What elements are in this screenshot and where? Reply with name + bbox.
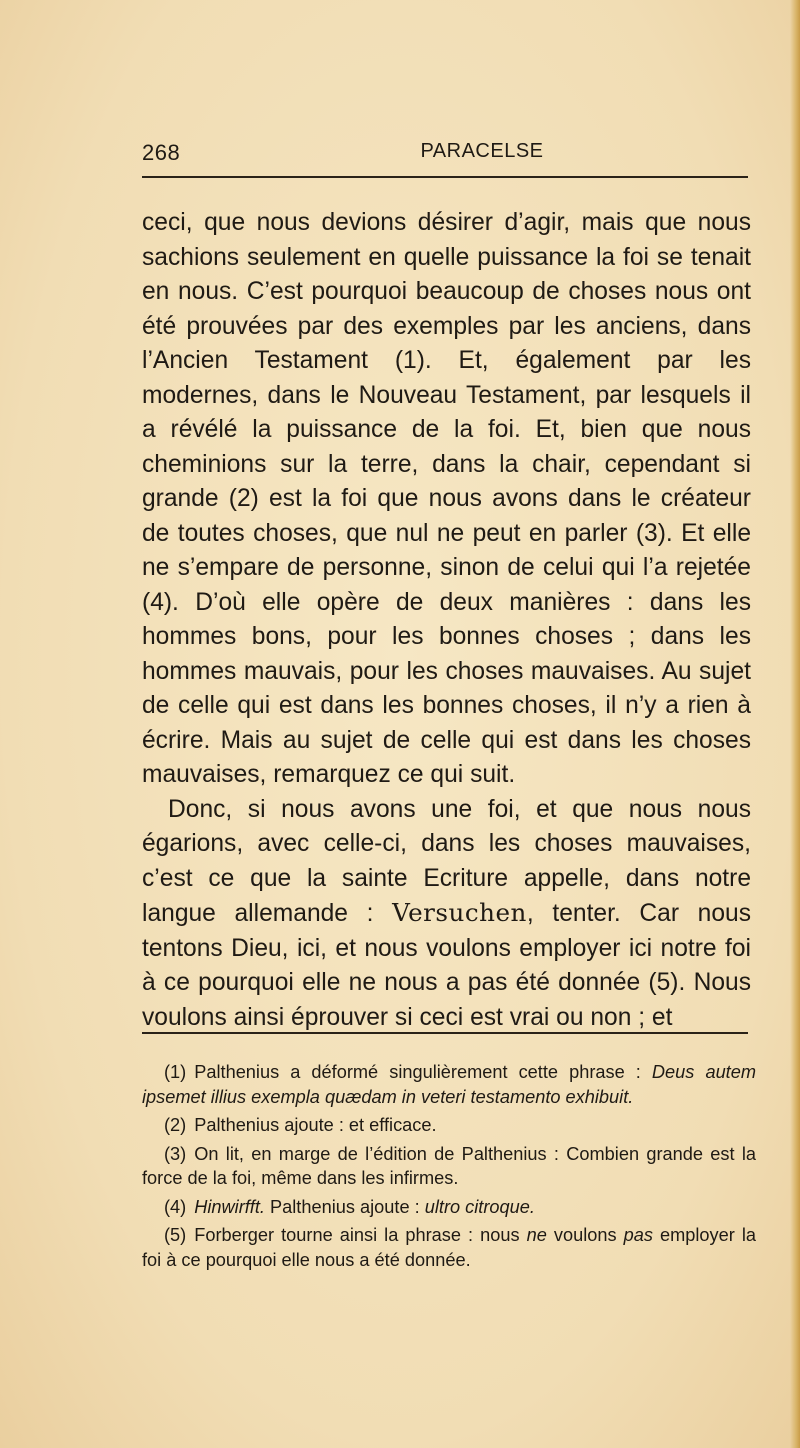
footnote-text-2: voulons	[546, 1225, 624, 1245]
footnote-text: Palthenius a déformé singulièrement cette phrase :	[194, 1062, 652, 1082]
footnotes	[142, 1060, 756, 1276]
body-text	[142, 206, 751, 1035]
paragraph-1: ceci, que nous devions désirer d’agir, mais que nous sachions seulement en quelle puissance la foi se tenait en nous. C’est pourquoi beaucoup de choses nous ont été prouvées par des exemples par les anciens, dans l’Ancien Testament (1). Et, également par les modernes, dans le Nouveau Testament, par lesquels il a révélé la puissance de la foi. Et, bien que nous cheminions sur la terre, dans la chair, cependant si grande (2) est la foi que nous avons dans le créateur de toutes choses, que nul ne peut en parler (3). Et elle ne s’empare de personne, sinon de celui qui l’a rejetée (4). D’où elle opère de deux manières : dans les hommes bons, pour les bonnes choses ; dans les hommes mauvais, pour les choses mauvaises. Au sujet de celle qui est dans les bonnes choses, il n’y a rien à écrire. Mais au sujet de celle qui est dans les choses mauvaises, remarquez ce qui suit.	[142, 209, 751, 788]
german-word: Versuchen	[392, 898, 527, 927]
page-header	[142, 140, 748, 174]
footnote-1	[142, 1060, 756, 1109]
paragraph-2-part-b: , tenter. Car nous tentons Dieu, ici, et nous voulons employer ici notre foi à ce pourquoi elle ne nous a pas été donnée (5). Nous voulons ainsi éprouver si ceci est vrai ou non ; et	[142, 900, 751, 1031]
footnote-number: (5)	[164, 1225, 187, 1245]
paragraph-2	[142, 793, 751, 1036]
footnote-number: (1)	[164, 1062, 187, 1082]
footnote-italic: Deus autem ipsemet illius exempla quædam in veteri testamento exhibuit.	[142, 1062, 757, 1107]
footnote-italic-2: ultro citroque.	[424, 1196, 535, 1217]
footnote-number: (4)	[164, 1196, 187, 1217]
page-edge	[790, 0, 800, 1448]
footnote-2	[142, 1113, 756, 1138]
footnote-text: Palthenius ajoute :	[264, 1196, 425, 1217]
page-number: 268	[142, 140, 181, 165]
footnote-4	[142, 1195, 756, 1220]
footnote-rule	[142, 1032, 748, 1034]
footnote-italic: ne	[526, 1225, 547, 1245]
footnote-italic: Hinwirfft.	[194, 1196, 265, 1217]
header-rule	[142, 176, 748, 178]
footnote-text: On lit, en marge de l’édition de Palthenius : Combien grande est la force de la foi, même dans les infirmes.	[142, 1143, 756, 1188]
footnote-number: (3)	[164, 1143, 187, 1164]
paragraph-2-part-a: Donc, si nous avons une foi, et que nous nous égarions, avec celle-ci, dans les choses mauvaises, c’est ce que la sainte Ecriture appelle, dans notre langue allemande :	[142, 795, 751, 927]
footnote-text-3: employer la foi à ce pourquoi elle nous a été donnée.	[142, 1225, 756, 1270]
footnote-text: Forberger tourne ainsi la phrase : nous	[194, 1225, 527, 1245]
footnote-text: Palthenius ajoute : et efficace.	[194, 1115, 437, 1135]
running-head: PARACELSE	[420, 140, 544, 162]
footnote-3	[142, 1142, 756, 1191]
footnote-italic-2: pas	[623, 1225, 653, 1245]
footnote-number: (2)	[164, 1115, 187, 1135]
footnote-5	[142, 1223, 756, 1272]
